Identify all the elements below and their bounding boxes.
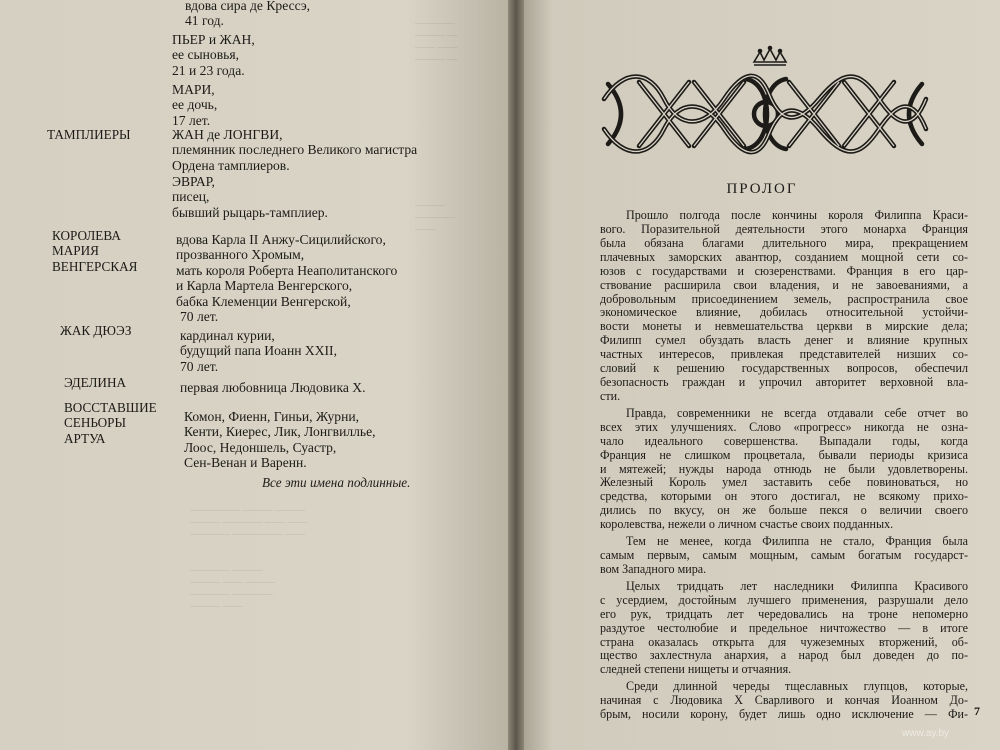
cast-entry (184, 409, 376, 471)
bleed-through-text: ———— ——— — —— —— ——— — (415, 18, 458, 65)
cast-name: ПЬЕР и ЖАН, (172, 32, 255, 47)
cast-name: ЖАН де ЛОНГВИ, (172, 127, 283, 142)
text-line: экономическое влияние, добилась относительной устойчи- (600, 305, 968, 320)
cast-name: ЭВРАР, (172, 174, 215, 189)
cast-entry (180, 380, 366, 395)
cast-role (47, 127, 187, 142)
text-line: Филипп сумел обуздать власть денег и влияние крупных (600, 333, 968, 348)
cast-line: бывший рыцарь-тамплиер. (172, 204, 328, 220)
cast-role (64, 400, 204, 446)
text-line: плачевных заморских авантюр, созданием мощной сети со- (600, 249, 968, 264)
text-line: Среди длинной череды тщеславных глупцов, которые, (626, 679, 968, 694)
text-line: следней степени нищеты и отчаяния. (600, 662, 792, 677)
text-line: всех этих улучшениях. Слово «прогресс» никогда не озна- (600, 419, 968, 434)
paragraph (600, 580, 968, 677)
text-line: с усердием, достойным лучшего применения, разрушали дело (600, 592, 968, 607)
text-line: брым, носили корону, будет лишь одно исключение — Фи- (600, 707, 968, 722)
cast-entry (180, 328, 337, 374)
text-line: самым первым, самым мощным, самым богатым государст- (600, 548, 968, 562)
text-line: королевства, нежели о личном счастье своих подданных. (600, 517, 894, 532)
cast-role-line: ТАМПЛИЕРЫ (47, 127, 131, 142)
cast-entry (172, 82, 217, 128)
cast-line: будущий папа Иоанн XXII, (180, 343, 337, 359)
cast-line: Ордена тамплиеров. (172, 157, 290, 173)
text-line: вом Западного мира. (600, 561, 707, 576)
text-line: словий к решению государственных вопросов, обеспечил (600, 361, 968, 376)
cast-entry (172, 174, 328, 220)
paragraph (600, 680, 968, 722)
paragraph (600, 535, 968, 577)
paragraph (600, 407, 968, 532)
cast-line: писец, (172, 189, 210, 205)
cast-line: ее сыновья, (172, 47, 239, 63)
text-line: щество захлестнула анархия, а народ был доведен до по- (600, 648, 968, 663)
cast-role-line: ЭДЕЛИНА (64, 375, 126, 390)
names-note: Все эти имена подлинные. (262, 475, 411, 490)
right-page (524, 0, 1000, 750)
text-line: вого. Поразительной деятельности этого монарха Франция (600, 221, 968, 236)
cast-line: 70 лет. (180, 309, 219, 325)
text-line: раздутое честолюбие и предельное ничтожество — в итоге (600, 620, 968, 635)
cast-line: вдова сира де Крессэ, (185, 0, 311, 13)
cast-name: МАРИ, (172, 82, 215, 97)
cast-line: мать короля Роберта Неаполитанского (176, 262, 398, 278)
cast-line: Лоос, Недоншель, Суастр, (184, 439, 337, 455)
cast-line: 17 лет. (172, 112, 211, 128)
watermark: www.ay.by (902, 728, 950, 739)
text-line: и мятежей; нужды народа отнюдь не были удовлетворены. (600, 461, 968, 476)
text-line: добровольным присоединением земель, распространила свое (600, 291, 968, 306)
cast-line: прозванного Хромым, (176, 247, 305, 263)
text-line: Тем не менее, когда Филиппа не стало, Франция была (626, 534, 968, 549)
page-number: 7 (974, 704, 980, 718)
text-line: Прошло полгода после кончины короля Филиппа Краси- (626, 208, 968, 222)
cast-entry (172, 127, 417, 173)
text-line: начиная с Людовика X Сварливого и кончая Иоанном До- (600, 693, 968, 708)
cast-line: племянник последнего Великого магистра (172, 142, 418, 158)
cast-line: 41 год. (185, 13, 224, 29)
cast-role-line: СЕНЬОРЫ (64, 415, 126, 431)
bleed-through-text: ————— ——— ——— ——— ———— —— —— ———— ————— —— (190, 505, 308, 540)
text-line: Железный Король умел заставить себе повиноваться, но (600, 475, 968, 490)
prologue-heading: ПРОЛОГ (726, 181, 798, 197)
text-line: чало идеального совершенства. Выпадали годы, когда (600, 433, 968, 448)
cast-role-line: ВЕНГЕРСКАЯ (52, 258, 138, 274)
cast-entry (176, 232, 397, 324)
bleed-through-text: ———— ——— ——— —— ——— ———— ———— ——— —— (190, 565, 275, 612)
cast-line: 70 лет. (180, 358, 219, 374)
cast-line: и Карла Мартела Венгерского, (176, 278, 353, 294)
text-line: была обязана благами длительного мира, прекращением (600, 235, 968, 250)
paragraph (600, 209, 968, 404)
text-line: безопасность граждан и упрочил авторитет верховной вла- (600, 375, 968, 390)
cast-line: Сен-Венан и Варенн. (184, 455, 307, 471)
cast-line: Комон, Фиенн, Гиньи, Журни, (184, 409, 360, 424)
cast-role-line: МАРИЯ (52, 243, 99, 259)
text-line: страна оказалась открыта для чужеземных вторжений, об- (600, 634, 968, 649)
text-line: дились по вкусу, он же больше пекся о величии своего (600, 503, 968, 518)
cast-line: ее дочь, (172, 97, 218, 113)
text-line: его рук, тридцать лет чередовались на троне непомерно (600, 606, 968, 621)
cast-line: Кенти, Киерес, Лик, Лонгвиллье, (184, 424, 376, 440)
cast-line: вдова Карла II Анжу-Сицилийского, (176, 232, 386, 247)
book-gutter (508, 0, 524, 750)
text-line: Франция не слишком процветала, бывали периоды кризиса (600, 447, 968, 462)
cast-role (60, 323, 200, 338)
cast-line: первая любовница Людовика X. (180, 380, 366, 395)
cast-line: кардинал курии, (180, 328, 275, 343)
text-line: юзов с государствами и сюзеренствами. Франция в его цар- (600, 263, 968, 278)
cast-role-line: КОРОЛЕВА (52, 228, 121, 243)
text-line: средства, которыми он этого достигал, не всякому прихо- (600, 489, 968, 504)
cast-role-line: АРТУА (64, 430, 106, 446)
bleed-through-text: ——— ———— —— (415, 200, 455, 235)
text-line: Правда, современники не всегда отдавали себе отчет во (626, 405, 968, 420)
cast-role-line: ЖАК ДЮЭЗ (60, 323, 132, 338)
cast-line: бабка Клеменции Венгерской, (176, 293, 351, 309)
text-line: частных интересов, привлекая представителей низших со- (600, 347, 968, 362)
cast-line: 21 и 23 года. (172, 62, 245, 78)
cast-role (52, 228, 192, 274)
cast-entry (172, 32, 255, 78)
cast-entry (185, 0, 310, 29)
text-line: Целых тридцать лет наследники Филиппа Красивого (626, 578, 968, 593)
text-line: ствование расширила свои владения, и не завоеваниями, а (600, 277, 968, 292)
celtic-knot-ornament (594, 44, 934, 162)
cast-role-line: ВОССТАВШИЕ (64, 400, 157, 415)
text-line: вости монеты и невмешательства церкви в мирские дела; (600, 319, 968, 334)
text-line: сти. (600, 388, 621, 403)
crown-icon (754, 47, 786, 66)
